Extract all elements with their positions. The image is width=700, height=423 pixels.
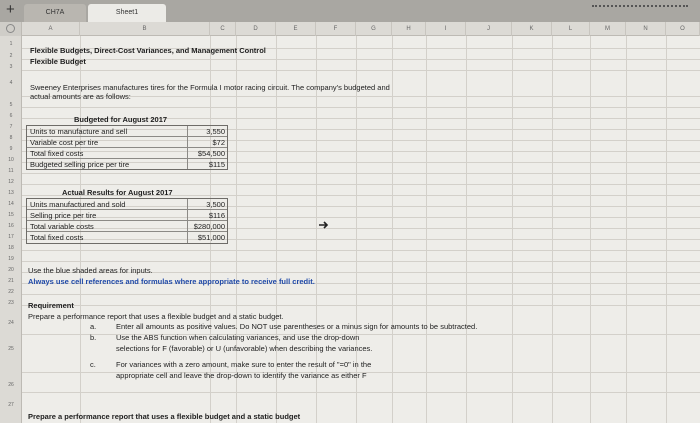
- budgeted-row-value[interactable]: $115: [208, 160, 225, 169]
- select-all-icon: [6, 24, 15, 33]
- row-header[interactable]: 18: [8, 245, 14, 251]
- requirement-b-label: b.: [90, 333, 97, 342]
- budgeted-row-value[interactable]: $54,500: [197, 149, 225, 158]
- column-header-e[interactable]: E: [276, 22, 316, 36]
- actual-row-label: Selling price per tire: [30, 211, 97, 220]
- row-header[interactable]: 20: [8, 267, 14, 273]
- requirement-a-text: Enter all amounts as positive values. Do NOT use parentheses or a minus sign for amounts to be subtracted.: [116, 322, 478, 331]
- row-header[interactable]: 17: [8, 234, 14, 240]
- actual-row-label: Total fixed costs: [30, 233, 84, 242]
- row-header[interactable]: 5: [9, 102, 13, 108]
- column-header-a[interactable]: A: [22, 22, 80, 36]
- select-all-corner[interactable]: [0, 22, 22, 36]
- tab-ch7a[interactable]: CH7A: [24, 4, 86, 22]
- row-header[interactable]: 19: [8, 256, 14, 262]
- row-header[interactable]: 2: [9, 53, 13, 59]
- note-blue-inputs: Use the blue shaded areas for inputs.: [28, 266, 153, 275]
- budgeted-heading: Budgeted for August 2017: [74, 115, 168, 124]
- row-header[interactable]: 7: [9, 124, 13, 130]
- requirement-heading: Requirement: [28, 301, 74, 310]
- intro-text-line2: actual amounts are as follows:: [30, 92, 131, 101]
- requirement-c-text-line1: For variances with a zero amount, make sure to enter the result of "=0" in the: [116, 360, 372, 369]
- actual-row-label: Units manufactured and sold: [30, 200, 126, 209]
- column-header-d[interactable]: D: [236, 22, 276, 36]
- column-header-g[interactable]: G: [356, 22, 392, 36]
- actual-table: [26, 198, 228, 244]
- row-header[interactable]: 3: [9, 64, 13, 70]
- row-header[interactable]: 8: [9, 135, 13, 141]
- budgeted-row-value[interactable]: $72: [212, 138, 225, 147]
- tab-sheet1[interactable]: Sheet1: [88, 4, 166, 22]
- intro-text-line1: Sweeney Enterprises manufactures tires for the Formula I motor racing circuit. The company's budgeted and: [30, 83, 390, 92]
- row-header[interactable]: 10: [8, 157, 14, 163]
- add-sheet-icon[interactable]: +: [6, 1, 15, 18]
- column-header-bar: [0, 22, 700, 36]
- row-header[interactable]: 24: [8, 320, 14, 326]
- row-header[interactable]: 21: [8, 278, 14, 284]
- actual-heading: Actual Results for August 2017: [62, 188, 173, 197]
- row-header[interactable]: 22: [8, 289, 14, 295]
- sheet-title: Flexible Budgets, Direct-Cost Variances, and Management Control: [30, 46, 266, 55]
- row-header[interactable]: 15: [8, 212, 14, 218]
- actual-row-value[interactable]: $51,000: [197, 233, 225, 242]
- row-header[interactable]: 23: [8, 300, 14, 306]
- requirement-c-label: c.: [90, 360, 96, 369]
- requirement-b-text-line2: selections for F (favorable) or U (unfavorable) when describing the variances.: [116, 344, 373, 353]
- actual-row-label: Total variable costs: [30, 222, 94, 231]
- column-header-o[interactable]: O: [666, 22, 700, 36]
- budgeted-table: [26, 125, 228, 170]
- column-header-h[interactable]: H: [392, 22, 426, 36]
- column-header-b[interactable]: B: [80, 22, 210, 36]
- row-header[interactable]: 27: [8, 402, 14, 408]
- budgeted-row-label: Units to manufacture and sell: [30, 127, 128, 136]
- column-header-n[interactable]: N: [626, 22, 666, 36]
- column-header-l[interactable]: L: [552, 22, 590, 36]
- row-header[interactable]: 12: [8, 179, 14, 185]
- row-header[interactable]: 11: [8, 168, 14, 174]
- sheet-subtitle: Flexible Budget: [30, 57, 86, 66]
- row-header[interactable]: 6: [9, 113, 13, 119]
- row-header[interactable]: 25: [8, 346, 14, 352]
- actual-row-value[interactable]: $116: [208, 211, 225, 220]
- column-header-j[interactable]: J: [466, 22, 512, 36]
- column-header-c[interactable]: C: [210, 22, 236, 36]
- performance-report-heading: Prepare a performance report that uses a flexible budget and a static budget: [28, 412, 301, 421]
- requirement-task: Prepare a performance report that uses a flexible budget and a static budget.: [28, 312, 284, 321]
- row-header[interactable]: 26: [8, 382, 14, 388]
- row-header[interactable]: 13: [8, 190, 14, 196]
- budgeted-row-label: Variable cost per tire: [30, 138, 99, 147]
- row-header[interactable]: 1: [9, 41, 13, 47]
- spreadsheet: [0, 22, 700, 423]
- sheet-tab-bar: [0, 0, 700, 22]
- requirement-c-text-line2: appropriate cell and leave the drop-down to identify the variance as either F: [116, 371, 367, 380]
- actual-row-value[interactable]: 3,500: [206, 200, 225, 209]
- requirement-a-label: a.: [90, 322, 97, 331]
- column-header-f[interactable]: F: [316, 22, 356, 36]
- budgeted-row-label: Total fixed costs: [30, 149, 84, 158]
- column-header-k[interactable]: K: [512, 22, 552, 36]
- requirement-b-text-line1: Use the ABS function when calculating variances, and use the drop-down: [116, 333, 360, 342]
- row-header[interactable]: 14: [8, 201, 14, 207]
- row-header[interactable]: 9: [9, 146, 13, 152]
- toolbar-dots: [592, 5, 688, 9]
- row-header-bar: [0, 36, 22, 423]
- row-header[interactable]: 16: [8, 223, 14, 229]
- column-header-m[interactable]: M: [590, 22, 626, 36]
- budgeted-row-label: Budgeted selling price per tire: [30, 160, 130, 169]
- mouse-pointer-icon: [318, 219, 330, 231]
- column-header-i[interactable]: I: [426, 22, 466, 36]
- note-cell-references: Always use cell references and formulas where appropriate to receive full credit.: [28, 277, 315, 286]
- row-header[interactable]: 4: [9, 80, 13, 86]
- actual-row-value[interactable]: $280,000: [193, 222, 225, 231]
- budgeted-row-value[interactable]: 3,550: [206, 127, 225, 136]
